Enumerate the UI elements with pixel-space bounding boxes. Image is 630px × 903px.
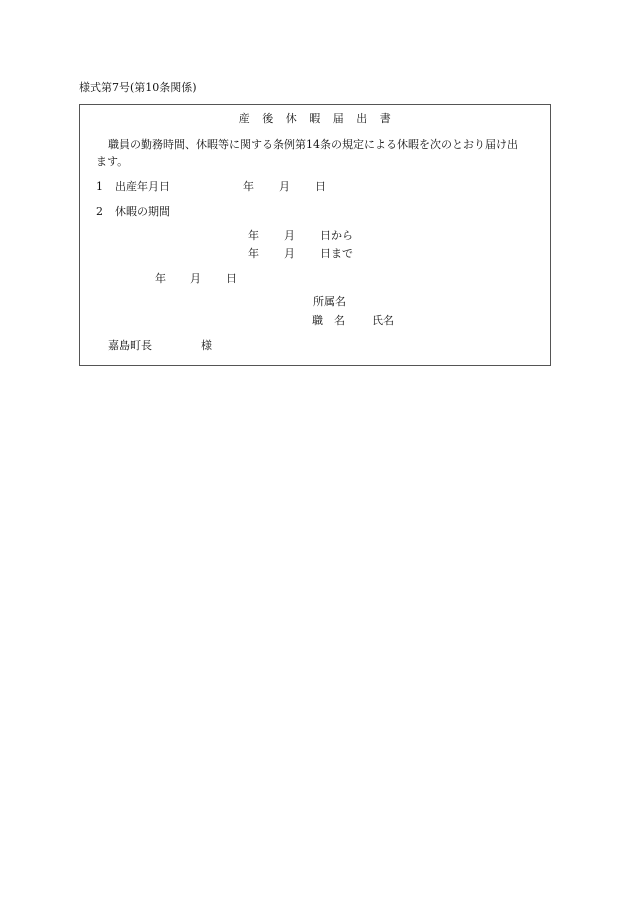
birth-date-day-field[interactable]: 日 xyxy=(315,180,326,193)
form-reference: 様式第7号(第10条関係) xyxy=(79,81,197,94)
title-char: 暇 xyxy=(309,112,321,125)
affiliation-field[interactable]: 所属名 xyxy=(313,295,346,308)
addressee-name: 嘉島町長 xyxy=(108,339,152,352)
job-title-field[interactable]: 職 名 xyxy=(312,314,345,327)
applicant-name-field[interactable]: 氏名 xyxy=(372,314,394,327)
birth-date-month-field[interactable]: 月 xyxy=(279,180,290,193)
title-char: 休 xyxy=(285,112,298,125)
document-title xyxy=(0,112,630,126)
intro-text-line-1: 職員の勤務時間、休暇等に関する条例第14条の規定による休暇を次のとおり届け出 xyxy=(108,138,518,151)
leave-period-label: 休暇の期間 xyxy=(115,205,170,218)
submission-day-field[interactable]: 日 xyxy=(226,272,237,285)
birth-date-year-field[interactable]: 年 xyxy=(243,180,254,193)
item-2-number: 2 xyxy=(96,205,103,218)
birth-date-label: 出産年月日 xyxy=(115,180,170,193)
leave-end-day-field[interactable]: 日まで xyxy=(320,247,353,260)
leave-start-year-field[interactable]: 年 xyxy=(248,229,259,242)
title-char: 出 xyxy=(356,112,368,125)
addressee-honorific: 様 xyxy=(201,339,212,352)
leave-start-month-field[interactable]: 月 xyxy=(284,229,295,242)
title-char: 届 xyxy=(332,112,345,125)
leave-end-month-field[interactable]: 月 xyxy=(284,247,295,260)
title-char: 後 xyxy=(262,112,274,125)
title-char: 産 xyxy=(238,112,251,125)
title-char: 書 xyxy=(379,112,392,125)
item-1-number: 1 xyxy=(96,180,103,193)
submission-year-field[interactable]: 年 xyxy=(155,272,166,285)
leave-end-year-field[interactable]: 年 xyxy=(248,247,259,260)
intro-text-line-2: ます。 xyxy=(96,155,129,168)
submission-month-field[interactable]: 月 xyxy=(190,272,201,285)
leave-start-day-field[interactable]: 日から xyxy=(320,229,353,242)
